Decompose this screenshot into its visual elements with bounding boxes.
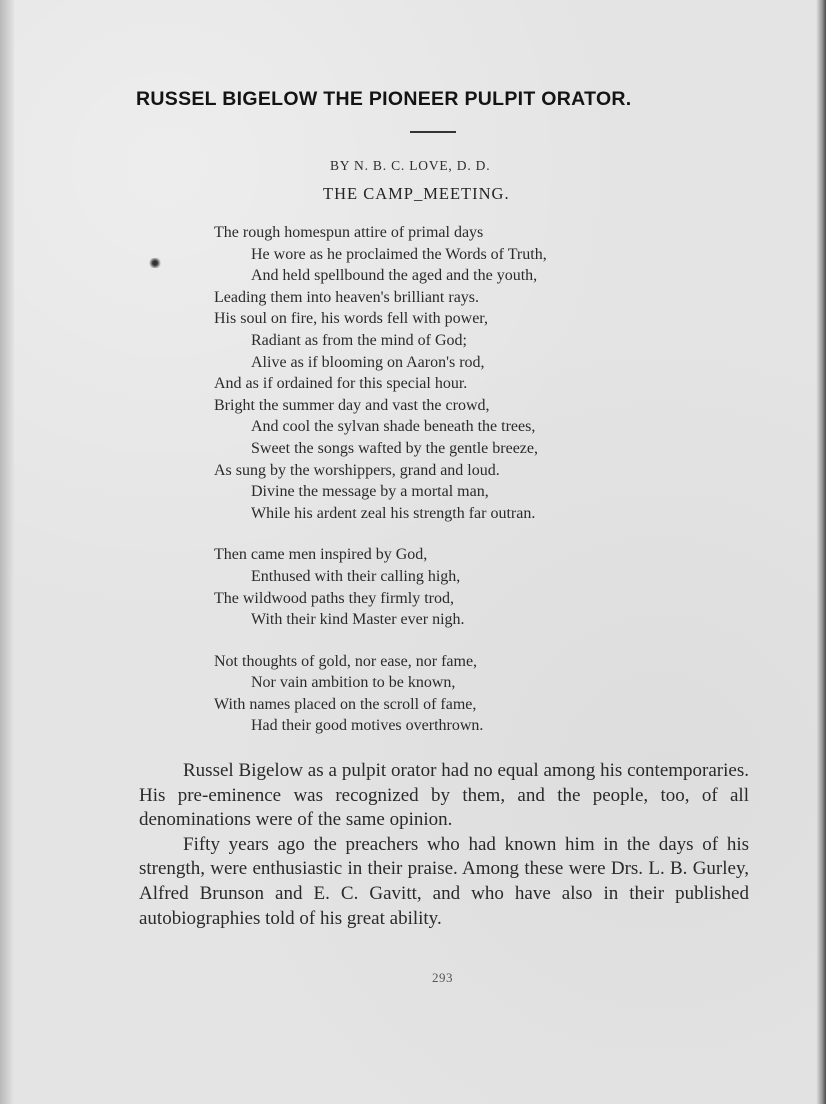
- poem-line: His soul on fire, his words fell with power,: [214, 310, 488, 328]
- poem-line: Then came men inspired by God,: [214, 546, 428, 564]
- page-edge-shadow-left: [0, 0, 14, 1104]
- body-paragraph: Russel Bigelow as a pulpit orator had no equal among his contemporaries. His pre-eminence was recognized by them, and the people, too, of all denominations were of the same opinion.: [139, 760, 749, 831]
- poem-line: Leading them into heaven's brilliant rays.: [214, 288, 480, 306]
- poem-line: And as if ordained for this special hour.: [214, 375, 468, 393]
- poem-line: As sung by the worshippers, grand and loud.: [214, 461, 500, 479]
- ink-smudge: [148, 258, 162, 268]
- poem-stanza-3: [214, 651, 714, 737]
- poem-line: Bright the summer day and vast the crowd,: [214, 396, 490, 414]
- poem-line: Enthused with their calling high,: [251, 567, 461, 585]
- poem-line: Radiant as from the mind of God;: [251, 331, 467, 349]
- poem-line: While his ardent zeal his strength far outran.: [251, 504, 536, 522]
- poem-line: Nor vain ambition to be known,: [251, 674, 456, 692]
- page-number: 293: [432, 970, 453, 985]
- poem-line: With their kind Master ever nigh.: [251, 611, 465, 629]
- poem-line: He wore as he proclaimed the Words of Truth,: [251, 245, 547, 263]
- poem-line: Divine the message by a mortal man,: [251, 483, 489, 501]
- poem-line: Not thoughts of gold, nor ease, nor fame,: [214, 652, 478, 670]
- poem-line: The wildwood paths they firmly trod,: [214, 589, 454, 607]
- poem-stanza-2: [214, 544, 714, 630]
- page-edge-shadow-right: [816, 0, 826, 1104]
- article-title: RUSSEL BIGELOW THE PIONEER PULPIT ORATOR.: [136, 88, 632, 110]
- poem-line: And held spellbound the aged and the youth,: [251, 267, 538, 285]
- poem-line: Sweet the songs wafted by the gentle breeze,: [251, 439, 539, 457]
- author-byline: BY N. B. C. LOVE, D. D.: [330, 158, 491, 173]
- poem-line: And cool the sylvan shade beneath the trees,: [251, 418, 536, 436]
- poem-stanza-1: [214, 222, 714, 524]
- poem-line: With names placed on the scroll of fame,: [214, 695, 477, 713]
- title-rule-divider: [410, 131, 456, 133]
- body-text: [139, 759, 749, 931]
- poem-title: THE CAMP_MEETING.: [323, 184, 510, 203]
- body-paragraph: Fifty years ago the preachers who had known him in the days of his strength, were enthusiastic in their praise. Among these were Drs. L. B. Gurley, Alfred Brunson and E. C. Gavitt, and who have also in their published autobiographies told of his great ability.: [139, 833, 749, 929]
- poem-line: Alive as if blooming on Aaron's rod,: [251, 353, 485, 371]
- poem-line: Had their good motives overthrown.: [251, 717, 484, 735]
- poem-line: The rough homespun attire of primal days: [214, 224, 484, 241]
- poem: [214, 222, 714, 757]
